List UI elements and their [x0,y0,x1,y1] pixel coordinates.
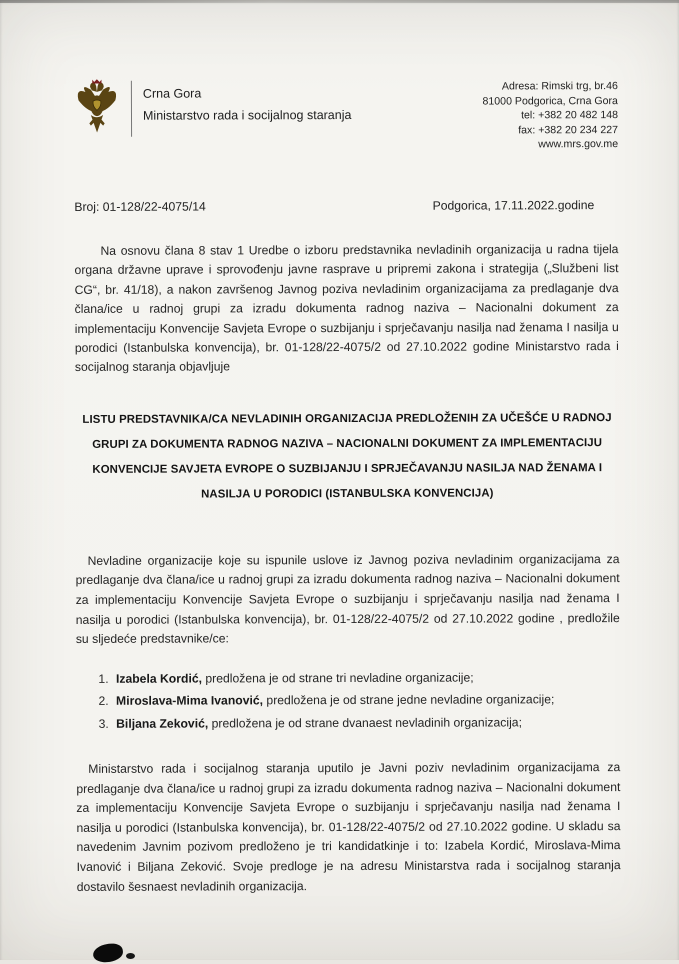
candidate-name: Izabela Kordić, [115,671,203,686]
place-and-date: Podgorica, 17.11.2022.godine [432,198,595,213]
country-name: Crna Gora [142,86,202,101]
candidate-list [90,668,620,734]
brand-text [143,74,352,127]
intro-paragraph: Na osnovu člana 8 stav 1 Uredbe o izboru predstavnika nevladinih organizacija u radna tijela organa državne uprave i sprovođenju javne rasprave u pripremi zakona i strategija („Službeni list CG“, br. 41/18), a nakon završenog Javnog poziva nevladinim organizacijama za predlaganje dva člana/ice u radnoj grupi za izradu dokumenta radnog naziva – Nacionalni dokument za implementaciju Konvencije Savjeta Evrope o suzbijanju i sprječavanju nasilja nad ženama I nasilja u porodici (Istanbulska konvencija), br. 01-128/22-4075/2 od 27.10.2022 godine Ministarstvo rada i socijalnog staranja objavljuje [74,242,619,375]
candidate-item [112,690,620,711]
scan-artifact-ink-blob [92,942,124,964]
address-line: Adresa: Rimski trg, br.46 [501,80,618,93]
phone-line: tel: +382 20 482 148 [521,109,619,122]
candidate-note: predložena je od strane jedne nevladine organizacije; [262,692,555,708]
conditions-paragraph: Nevladine organizacije koje su ispunile uslove iz Javnog poziva nevladinim organizacijama za predlaganje dva člana/ice u radnoj grupi za izradu dokumenta radnog naziva – Nacionalni dokument za implementaciju Konvencije Savjeta Evrope o suzbijanju i sprječavanju nasilja nad ženama I nasilja u porodici (Istanbulska konvencija), br. 01-128/22-4075/2 od 27.10.2022 godine , predložile su sljedeće predstavnike/ce: [75,551,620,647]
letterhead [74,73,618,154]
list-title: LISTU PREDSTAVNIKA/CA NEVLADINIH ORGANIZACIJA PREDLOŽENIH ZA UČEŠĆE U RADNOJ GRUPI ZA DOKUMENTA RADNOG NAZIVA – NACIONALNI DOKUMENT ZA IMPLEMENTACIJU KONVENCIJE SAVJETA EVROPE O SUZBIJANJU I SPRJEČAVANJU NASILJA NAD ŽENAMA I NASILJA U PORODICI (ISTANBULSKA KONVENCIJA) [82,411,612,501]
ministry-name: Ministarstvo rada i socijalnog staranja [142,107,352,123]
letterhead-divider [131,81,132,137]
candidate-name: Miroslava-Mima Ivanović, [116,693,264,708]
closing-paragraph: Ministarstvo rada i socijalnog staranja uputilo je Javni poziv nevladinim organizacijama za predlaganje dva člana/ice u radnoj grupi za izradu dokumenta radnog naziva – Nacionalni dokument za implementaciju Konvencije Savjeta Evrope o suzbijanju i sprječavanju nasilja nad ženama I nasilja u porodici (Istanbulska konvencija), br. 01-128/22-4075/2 od 27.10.2022 godine. U skladu sa navedenim Javnim pozivom predloženo je tri kandidatkinje i to: Izabela Kordić, Miroslava-Mima Ivanović i Biljana Zeković. Svoje predloge je na adresu Ministarstva rada i socijalnog staranja dostavilo šesnaest nevladinih organizacija. [76,760,621,894]
fax-line: fax: +382 20 234 227 [518,123,619,137]
candidate-name: Biljana Zeković, [116,716,209,731]
meta-row [74,198,618,214]
ministry-brand [74,74,352,142]
candidate-note: predložena je od strane dvanaest nevladinih organizacija; [208,714,522,731]
scan-edge-shadow [0,0,679,3]
address-line: 81000 Podgorica, Crna Gora [482,94,618,108]
contact-block [482,73,618,152]
document-number: Broj: 01-128/22-4075/14 [74,199,206,214]
candidate-item [112,713,620,734]
website-line: www.mrs.gov.me [538,138,619,151]
montenegro-coat-of-arms-icon [74,77,120,142]
candidate-note: predložena je od strane tri nevladine organizacije; [201,670,474,686]
document-content [74,73,621,897]
candidate-item [112,668,620,689]
scan-artifact-dot [126,953,135,959]
